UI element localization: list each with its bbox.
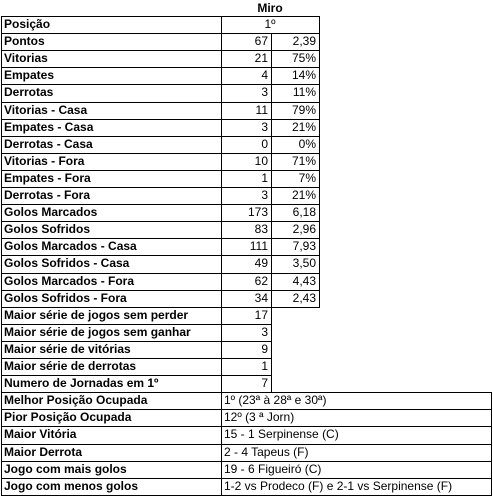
- grid-line: [1, 426, 492, 427]
- grid-line: [1, 409, 492, 410]
- series-label: Maior série de jogos sem ganhar: [4, 325, 191, 339]
- stat-value: 3: [261, 188, 268, 202]
- stat-extra: 71%: [291, 154, 316, 168]
- stat-extra: 75%: [291, 51, 316, 65]
- grid-line: [1, 119, 320, 120]
- record-value: 1º (23ª à 28ª e 30ª): [224, 393, 327, 407]
- stat-value: 21: [254, 51, 268, 65]
- grid-line: [1, 204, 320, 205]
- stat-extra: 79%: [291, 103, 316, 117]
- stat-extra: 7%: [298, 171, 316, 185]
- position-label: Posição: [4, 17, 51, 31]
- stat-extra: 2,96: [292, 222, 316, 236]
- stat-extra: 21%: [291, 120, 316, 134]
- series-label: Maior série de vitórias: [4, 342, 131, 356]
- stat-label: Empates - Casa: [4, 120, 94, 134]
- stat-value: 49: [254, 256, 268, 270]
- record-value: 15 - 1 Serpinense (C): [224, 427, 339, 441]
- stat-label: Derrotas - Casa: [4, 137, 93, 151]
- stat-value: 3: [261, 85, 268, 99]
- series-label: Maior série de derrotas: [4, 359, 137, 373]
- record-label: Melhor Posição Ocupada: [4, 393, 148, 407]
- stat-value: 0: [261, 137, 268, 151]
- record-value: 12º (3 ª Jorn): [224, 410, 295, 424]
- grid-line: [1, 67, 320, 68]
- record-value: 2 - 4 Tapeus (F): [224, 445, 309, 459]
- grid-line: [1, 444, 492, 445]
- grid-line: [271, 33, 272, 392]
- grid-line: [1, 238, 320, 239]
- stat-label: Golos Marcados - Casa: [4, 239, 137, 253]
- stat-extra: 14%: [291, 68, 316, 82]
- stat-extra: 11%: [292, 85, 316, 99]
- series-value: 9: [261, 342, 268, 356]
- record-value: 19 - 6 Figueiró (C): [224, 462, 322, 476]
- grid-line: [1, 187, 320, 188]
- grid-line: [1, 84, 320, 85]
- grid-line: [1, 290, 320, 291]
- record-value: 1-2 vs Prodeco (F) e 2-1 vs Serpinense (F): [224, 479, 453, 493]
- series-value: 17: [254, 308, 268, 322]
- grid-line: [1, 478, 492, 479]
- stat-extra: 7,93: [292, 239, 316, 253]
- stat-label: Empates: [4, 68, 55, 82]
- stat-label: Vitorias - Fora: [4, 154, 85, 168]
- stat-value: 11: [255, 103, 268, 117]
- stat-label: Golos Marcados: [4, 205, 98, 219]
- grid-line: [1, 324, 272, 325]
- stat-value: 173: [247, 205, 268, 219]
- stat-extra: 21%: [291, 188, 316, 202]
- stat-extra: 6,18: [292, 205, 316, 219]
- record-label: Jogo com menos golos: [4, 479, 139, 493]
- stat-label: Derrotas - Fora: [4, 188, 91, 202]
- stat-value: 83: [254, 222, 268, 236]
- record-label: Maior Vitória: [4, 427, 77, 441]
- position-value: 1º: [264, 17, 276, 31]
- record-label: Maior Derrota: [4, 445, 83, 459]
- stat-label: Empates - Fora: [4, 171, 91, 185]
- stat-value: 34: [254, 291, 268, 305]
- stat-label: Vitorias: [4, 51, 48, 65]
- grid-line: [1, 170, 320, 171]
- stat-extra: 4,43: [292, 274, 316, 288]
- grid-line: [221, 16, 222, 495]
- stat-value: 67: [254, 34, 268, 48]
- series-value: 1: [261, 359, 268, 373]
- stat-value: 111: [249, 239, 268, 253]
- grid-line: [319, 16, 320, 307]
- series-value: 3: [261, 325, 268, 339]
- grid-line: [1, 392, 492, 393]
- grid-line: [1, 33, 320, 34]
- team-name-header: Miro: [257, 1, 283, 15]
- stat-extra: 3,50: [292, 256, 316, 270]
- series-label: Maior série de jogos sem perder: [4, 308, 189, 322]
- stat-label: Derrotas: [4, 85, 54, 99]
- stat-label: Golos Sofridos - Fora: [4, 291, 127, 305]
- stat-label: Pontos: [4, 34, 45, 48]
- record-label: Pior Posição Ocupada: [4, 410, 132, 424]
- stat-value: 1: [261, 171, 268, 185]
- grid-line: [1, 375, 272, 376]
- grid-line: [1, 255, 320, 256]
- grid-line: [1, 16, 320, 17]
- series-label: Numero de Jornadas em 1º: [4, 376, 159, 390]
- grid-line: [1, 102, 320, 103]
- grid-line: [1, 16, 2, 496]
- record-label: Jogo com mais golos: [4, 462, 127, 476]
- grid-line: [1, 307, 320, 308]
- stat-value: 62: [254, 274, 268, 288]
- series-value: 7: [261, 376, 268, 390]
- stat-label: Golos Sofridos: [4, 222, 91, 236]
- stat-extra: 2,39: [292, 34, 316, 48]
- stat-label: Vitorias - Casa: [4, 103, 88, 117]
- grid-line: [1, 153, 320, 154]
- stat-label: Golos Sofridos - Casa: [4, 256, 130, 270]
- grid-line: [1, 358, 272, 359]
- stat-label: Golos Marcados - Fora: [4, 274, 135, 288]
- grid-line: [1, 136, 320, 137]
- stat-value: 10: [254, 154, 268, 168]
- grid-line: [1, 461, 492, 462]
- grid-line: [1, 273, 320, 274]
- grid-line: [491, 392, 492, 496]
- stat-extra: 2,43: [292, 291, 316, 305]
- stat-value: 3: [261, 120, 268, 134]
- stat-value: 4: [261, 68, 268, 82]
- grid-line: [1, 341, 272, 342]
- grid-line: [1, 221, 320, 222]
- grid-line: [1, 50, 320, 51]
- stat-extra: 0%: [298, 137, 316, 151]
